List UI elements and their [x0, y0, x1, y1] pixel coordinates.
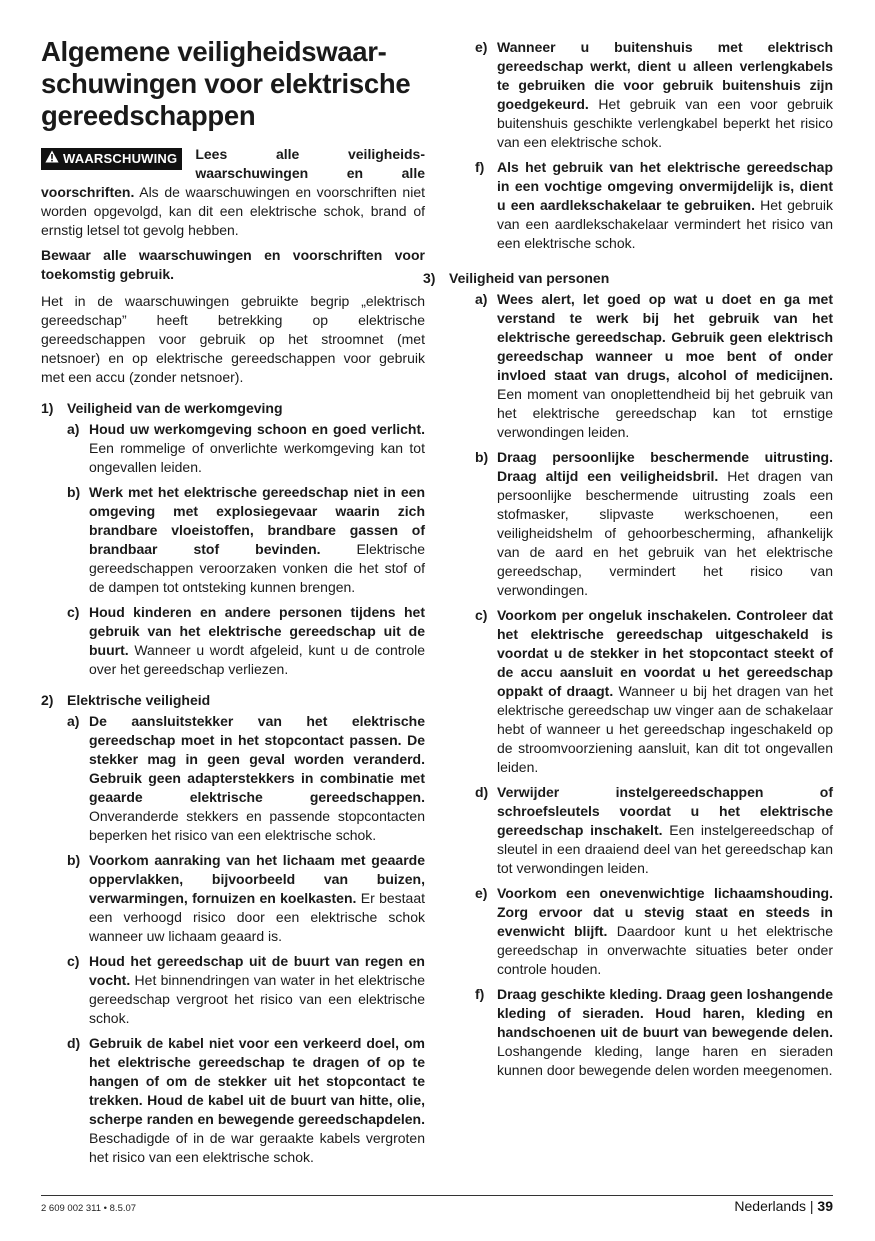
- item-text: Het dragen van persoonlijke beschermende uitrusting zoals een stofmasker, slipvaste werkschoenen, een veiligheidshelm of gehoorbescherming, afhankelijk van de aard en het gebruik van het elektrische gereedschap, vermindert het risico van verwondingen.: [497, 468, 834, 598]
- item-body: [497, 290, 833, 442]
- item-bold-text: Gebruik de kabel niet voor een verkeerd doel, om het elektrische gereedschap te dragen of op te hangen of om de stekker uit het stopcontact te trekken. Houd de kabel uit de buurt van hitte, olie, scherpe randen en bewegende gereedschapdelen.: [89, 1035, 425, 1127]
- section-3: [423, 269, 834, 1080]
- footer-separator: |: [809, 1198, 814, 1214]
- item-bold-text: Verwijder instelgereedschappen of schroefsleutels voordat u het elektrische gereedschap inschakelt.: [497, 784, 833, 838]
- section-2: [41, 691, 425, 1167]
- list-item: [453, 290, 833, 442]
- item-text: Onveranderde stekkers en passende stopcontacten beperken het risico van een elektrische schok.: [89, 808, 425, 843]
- item-text: Elektrische gereedschappen veroorzaken vonken die het stof of de dampen tot ontsteking kunnen brengen.: [89, 541, 426, 595]
- item-text: Beschadigde of in de war geraakte kabels vergroten het risico van een elektrische schok.: [89, 1130, 425, 1165]
- definition-paragraph: Het in de waarschuwingen gebruikte begrip „elektrisch gereedschap” heeft betrekking op elektrische gereedschappen voor gebruik op het stroomnet (met netsnoer) en op elektrische gereedschappen voor gebruik met een accu (zonder netsnoer).: [41, 293, 425, 385]
- section-number: 1): [41, 400, 54, 416]
- item-letter: f): [475, 159, 485, 175]
- item-letter: e): [475, 885, 488, 901]
- left-column: [41, 36, 425, 1173]
- item-letter: d): [475, 784, 489, 800]
- warning-badge: [41, 148, 182, 170]
- item-body: [89, 712, 425, 845]
- section-heading: [41, 691, 425, 710]
- list-item: [41, 603, 425, 679]
- item-bold-text: Voorkom een onevenwichtige lichaamshouding. Zorg ervoor dat u stevig staat en steeds in evenwicht blijft.: [497, 885, 833, 939]
- item-bold-text: Wanneer u buitenshuis met elektrisch gereedschap werkt, dient u alleen verlengkabels te gebruiken die voor gebruik buitenshuis zijn goedgekeurd.: [497, 39, 833, 112]
- section-title: Elektrische veiligheid: [67, 692, 211, 708]
- keep-instructions: Bewaar alle waarschuwingen en voorschriften voor toekomstig gebruik.: [41, 247, 425, 282]
- section-number: 3): [423, 270, 436, 286]
- item-body: [497, 38, 833, 152]
- item-letter: a): [67, 421, 80, 437]
- item-bold-text: Voorkom aanraking van het lichaam met geaarde oppervlakken, bijvoorbeeld van buizen, verwarmingen, fornuizen en koelkasten.: [89, 852, 425, 906]
- list-item: [453, 985, 833, 1080]
- item-letter: b): [67, 484, 81, 500]
- right-column: [423, 38, 834, 1086]
- footer-page-number: 39: [817, 1198, 833, 1214]
- item-letter: e): [475, 39, 488, 55]
- list-item: [453, 606, 833, 777]
- item-body: [497, 448, 833, 600]
- item-body: [497, 884, 833, 979]
- item-text: Het gebruik van een aardlekschakelaar vermindert het risico van een elektrische schok.: [497, 197, 834, 251]
- item-text: Er bestaat een verhoogd risico door een elektrische schok wanneer uw lichaam geaard is.: [89, 890, 426, 944]
- item-body: [497, 783, 833, 878]
- list-item: [41, 851, 425, 946]
- item-body: [89, 483, 425, 597]
- item-letter: f): [475, 986, 485, 1002]
- item-text: Wanneer u wordt afgeleid, kunt u de controle over het gereedschap verliezen.: [89, 642, 426, 677]
- item-body: [89, 420, 425, 477]
- item-text: Een rommelige of onverlichte werkomgeving kan tot ongevallen leiden.: [89, 440, 425, 475]
- list-item: [453, 783, 833, 878]
- warning-badge-label: WAARSCHUWING: [63, 151, 178, 166]
- section-number: 2): [41, 692, 54, 708]
- item-text: Loshangende kleding, lange haren en sieraden kunnen door bewegende delen worden meegenomen.: [497, 1043, 833, 1078]
- item-bold-text: Draag persoonlijke beschermende uitrusting. Draag altijd een veiligheidsbril.: [497, 449, 833, 484]
- warning-triangle-icon: [45, 149, 59, 169]
- item-body: [89, 603, 425, 679]
- item-body: [497, 985, 833, 1080]
- item-bold-text: De aansluitstekker van het elektrische gereedschap moet in het stopcontact passen. De stekker mag in geen geval worden veranderd. Gebruik geen adapterstekkers in combinatie met geaarde elektrische gereedschappen.: [89, 713, 425, 805]
- item-body: [89, 1034, 425, 1167]
- item-text: Het gebruik van een voor gebruik buitenshuis geschikte verlengkabel beperkt het risico van een elektrische schok.: [497, 96, 834, 150]
- item-bold-text: Houd het gereedschap uit de buurt van regen en vocht.: [89, 953, 425, 988]
- section-heading: [41, 399, 425, 418]
- list-item: [41, 1034, 425, 1167]
- list-item: [453, 884, 833, 979]
- section-heading: [423, 269, 833, 288]
- section-1: [41, 399, 425, 679]
- list-item: [453, 38, 833, 152]
- list-item: [41, 483, 425, 597]
- section-title: Veiligheid van de werkomgeving: [67, 400, 283, 416]
- warning-paragraph: [41, 145, 425, 240]
- item-letter: d): [67, 1035, 81, 1051]
- footer-rule: [41, 1195, 833, 1196]
- page-title: Algemene veiligheidswaar-schuwingen voor elektrische gereedschappen: [41, 36, 411, 131]
- item-text: Wanneer u bij het dragen van het elektrische gereedschap uw vinger aan de schakelaar hebt of wanneer u het gereedschap ingeschakeld op de stroomvoorziening aansluit, kan dit tot ongevallen leiden.: [497, 683, 833, 775]
- footer-language: Nederlands: [734, 1198, 806, 1214]
- item-text: Een instelgereedschap of sleutel in een draaiend deel van het gereedschap kan tot verwondingen leiden.: [497, 822, 833, 876]
- item-letter: c): [475, 607, 488, 623]
- list-item: [453, 158, 833, 253]
- item-bold-text: Werk met het elektrische gereedschap niet in een omgeving met explosiegevaar waarin zich brandbare vloeistoffen, brandbare gassen of brandbaar stof bevinden.: [89, 484, 425, 557]
- item-letter: a): [475, 291, 488, 307]
- item-letter: a): [67, 713, 80, 729]
- warning-bold: Lees alle veiligheids-waarschuwingen en alle voorschriften.: [41, 146, 425, 200]
- item-text: Het binnendringen van water in het elektrische gereedschap vergroot het risico van een elektrische schok.: [89, 972, 426, 1026]
- list-item: [41, 420, 425, 477]
- item-text: Daardoor kunt u het elektrische gereedschap in onverwachte situaties beter onder controle houden.: [497, 923, 833, 977]
- item-body: [497, 158, 833, 253]
- item-body: [89, 952, 425, 1028]
- warning-text: Als de waarschuwingen en voorschriften niet worden opgevolgd, kan dit een elektrische schok, brand of ernstig letsel tot gevolg hebben.: [41, 184, 425, 238]
- item-bold-text: Als het gebruik van het elektrische gereedschap in een vochtige omgeving onvermijdelijk is, dient u een aardlekschakelaar te gebruiken.: [497, 159, 833, 213]
- item-bold-text: Houd kinderen en andere personen tijdens het gebruik van het elektrische gereedschap uit de buurt.: [89, 604, 425, 658]
- section-2-continued: [453, 38, 833, 253]
- item-text: Een moment van onoplettendheid bij het gebruik van het elektrische gereedschap kan tot ernstige verwondingen leiden.: [497, 386, 833, 440]
- footer-doc-number: 2 609 002 311 • 8.5.07: [41, 1203, 137, 1214]
- item-bold-text: Draag geschikte kleding. Draag geen loshangende kleding of sieraden. Houd haren, kleding en handschoenen uit de buurt van bewegende delen.: [497, 986, 833, 1040]
- item-letter: b): [67, 852, 81, 868]
- item-body: [497, 606, 833, 777]
- list-item: [41, 952, 425, 1028]
- item-letter: c): [67, 604, 80, 620]
- item-bold-text: Wees alert, let goed op wat u doet en ga met verstand te werk bij het gebruik van het elektrische gereedschap. Gebruik geen elektrisch gereedschap wanneer u moe bent of onder invloed staat van drugs, alcohol of medicijnen.: [497, 291, 833, 383]
- list-item: [453, 448, 833, 600]
- item-body: [89, 851, 425, 946]
- item-letter: c): [67, 953, 80, 969]
- footer-page-info: [734, 1198, 833, 1214]
- list-item: [41, 712, 425, 845]
- item-letter: b): [475, 449, 489, 465]
- item-bold-text: Voorkom per ongeluk inschakelen. Controleer dat het elektrische gereedschap uitgeschakeld is voordat u de stekker in het stopcontact steekt of de accu aansluit en voordat u het gereedschap oppakt of draagt.: [497, 607, 833, 699]
- item-bold-text: Houd uw werkomgeving schoon en goed verlicht.: [89, 421, 425, 437]
- section-title: Veiligheid van personen: [449, 270, 610, 286]
